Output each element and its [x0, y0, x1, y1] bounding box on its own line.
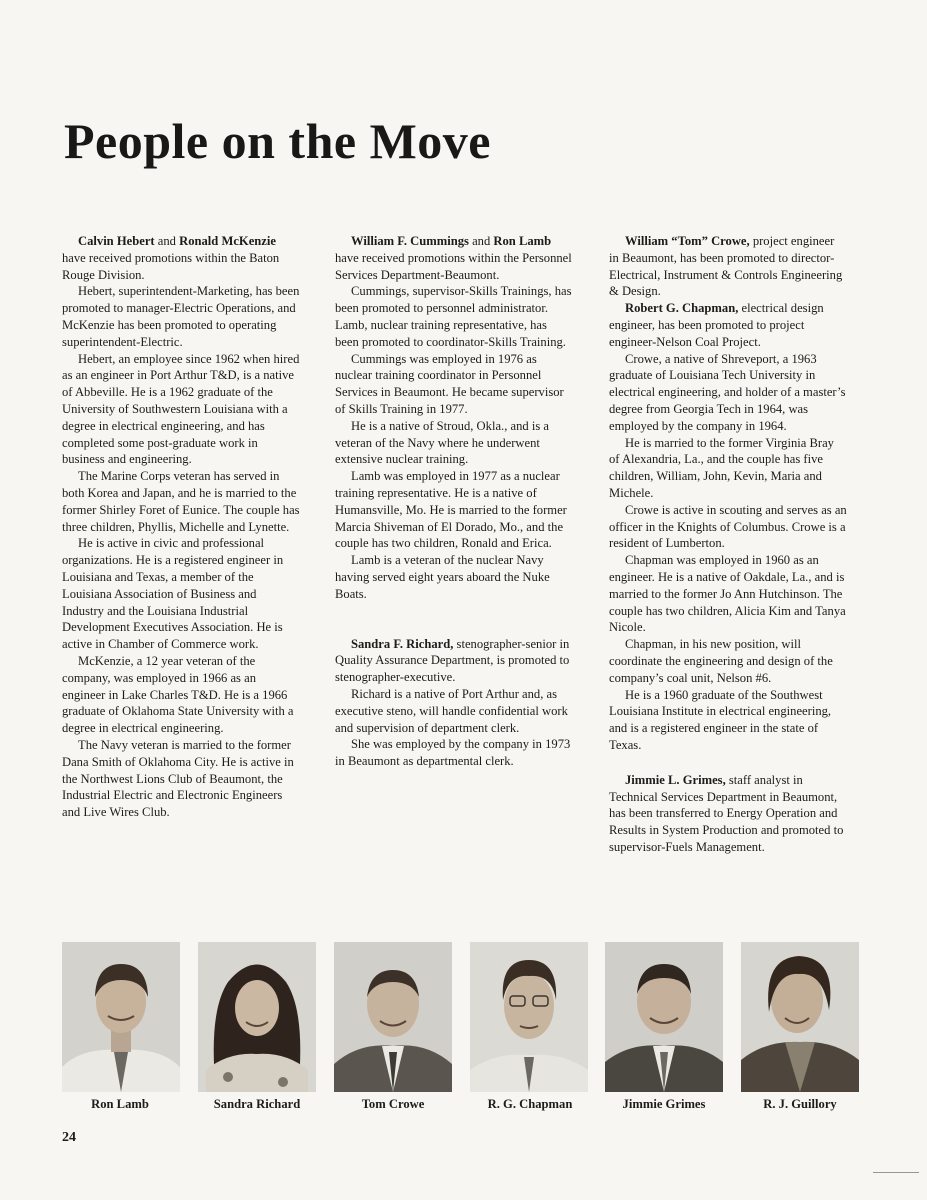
- person-name: Ronald McKenzie: [179, 234, 276, 248]
- paragraph: Hebert, an employee since 1962 when hired as an engineer in Port Arthur T&D, is a native of Abbeville. He is a 1962 graduate of the University of Southwestern Louisiana with a degree in electrical engineering, and has completed some post-graduate work in business and engineering.: [62, 351, 300, 467]
- article-column-1: [62, 233, 300, 821]
- paragraph: Robert G. Chapman, electrical design engineer, has been promoted to project engineer-Nelson Coal Project.: [609, 301, 824, 349]
- photo-caption: Tom Crowe: [361, 1097, 425, 1111]
- person-name: William F. Cummings: [351, 234, 469, 248]
- portrait-photo-icon: [470, 942, 588, 1092]
- paragraph: Cummings was employed in 1976 as nuclear training coordinator in Personnel Services in Beaumont. He became supervisor of Skills Training in 1977.: [335, 351, 564, 416]
- paragraph: He is married to the former Virginia Bray of Alexandria, La., and the couple has five children, William, John, Kevin, Maria and Michele.: [609, 435, 834, 500]
- paragraph: Cummings, supervisor-Skills Trainings, has been promoted to personnel administrator. Lamb, nuclear training representative, has been promoted to coordinator-Skills Training.: [335, 284, 572, 349]
- paragraph: He is active in civic and professional organizations. He is a registered engineer in Louisiana and Texas, a member of the Louisiana Association of Business and Industry and the Louisiana Industrial Development Executives Association. He is active in Chamber of Commerce work.: [62, 536, 284, 652]
- paragraph: Chapman was employed in 1960 as an engineer. He is a native of Oakdale, La., and is married to the former Jo Ann Hutchinson. The couple has two children, Alicia Kim and Tanya Nicole.: [609, 553, 846, 635]
- page-number: 24: [62, 1130, 76, 1145]
- paragraph: Lamb is a veteran of the nuclear Navy having served eight years aboard the Nuke Boats.: [335, 553, 550, 601]
- paragraph: William “Tom” Crowe, project engineer in Beaumont, has been promoted to director-Electrical, Instrument & Controls Engineering & Design.: [609, 234, 843, 299]
- paragraph: The Navy veteran is married to the former Dana Smith of Oklahoma City. He is active in the Northwest Lions Club of Beaumont, the Industrial Electric and Electronic Engineers and Live Wires Club.: [62, 737, 294, 820]
- photo-caption: Sandra Richard: [213, 1097, 301, 1111]
- paragraph: The Marine Corps veteran has served in both Korea and Japan, and he is married to the former Shirley Foret of Eunice. The couple has three children, Phyllis, Michelle and Lynette.: [62, 469, 300, 534]
- divider: [873, 1172, 919, 1173]
- person-name: Calvin Hebert: [78, 234, 155, 248]
- portrait-photo-icon: [334, 942, 452, 1092]
- person-name: William “Tom” Crowe,: [625, 234, 750, 248]
- paragraph: He is a native of Stroud, Okla., and is a veteran of the Navy where he underwent extensive nuclear training.: [335, 418, 549, 467]
- paragraph: William F. Cummings and Ron Lamb have received promotions within the Personnel Services Department-Beaumont.: [335, 234, 572, 282]
- article-column-2: [335, 233, 573, 770]
- article-column-3: [609, 233, 847, 856]
- photo-caption: R. G. Chapman: [487, 1097, 573, 1111]
- portrait-photo-icon: [62, 942, 180, 1092]
- person-name: Robert G. Chapman,: [625, 301, 739, 316]
- paragraph: She was employed by the company in 1973 in Beaumont as departmental clerk.: [335, 737, 571, 769]
- person-name: Sandra F. Richard,: [351, 636, 454, 651]
- paragraph: Hebert, superintendent-Marketing, has been promoted to manager-Electric Operations, and McKenzie has been promoted to operating superintendent-Electric.: [62, 284, 300, 349]
- paragraph: Crowe, a native of Shreveport, a 1963 graduate of Louisiana Tech University in electrical engineering, and holder of a master’s degree from Georgia Tech in 1964, was employed by the company in 1964.: [609, 351, 846, 433]
- paragraph: Calvin Hebert and Ronald McKenzie have received promotions within the Baton Rouge Division.: [62, 234, 280, 282]
- portrait-photo-icon: [741, 942, 859, 1092]
- paragraph: Chapman, in his new position, will coordinate the engineering and design of the company’s coal unit, Nelson #6.: [609, 637, 833, 685]
- page-title: People on the Move: [64, 113, 491, 169]
- paragraph: Jimmie L. Grimes, staff analyst in Technical Services Department in Beaumont, has been transferred to Energy Operation and Results in System Production and promoted to supervisor-Fuels Management.: [609, 772, 844, 854]
- photo-caption: Ron Lamb: [91, 1097, 149, 1111]
- paragraph: Crowe is active in scouting and serves as an officer in the Knights of Columbus. Crowe is a resident of Lumberton.: [609, 502, 847, 551]
- paragraph: Lamb was employed in 1977 as a nuclear training representative. He is a native of Humansville, Mo. He is married to the former Marcia Shiveman of El Dorado, Mo., and the couple has two children, Ronald and Erica.: [335, 469, 567, 551]
- photo-caption: R. J. Guillory: [763, 1097, 837, 1111]
- portrait-photo-icon: [605, 942, 723, 1092]
- paragraph: McKenzie, a 12 year veteran of the company, was employed in 1966 as an engineer in Lake Charles T&D. He is a 1966 graduate of Oklahoma State University with a degree in electrical engineering.: [62, 653, 294, 736]
- photo-caption: Jimmie Grimes: [622, 1097, 706, 1111]
- person-name: Jimmie L. Grimes,: [625, 772, 726, 787]
- person-name: Ron Lamb: [493, 234, 552, 248]
- paragraph: He is a 1960 graduate of the Southwest Louisiana Institute in electrical engineering, and is a registered engineer in the state of Texas.: [609, 687, 832, 752]
- paragraph: Sandra F. Richard, stenographer-senior in Quality Assurance Department, is promoted to stenographer-executive.: [335, 636, 570, 685]
- paragraph: Richard is a native of Port Arthur and, as executive steno, will handle confidential work and supervision of department clerk.: [335, 686, 568, 735]
- portrait-photo-icon: [198, 942, 316, 1092]
